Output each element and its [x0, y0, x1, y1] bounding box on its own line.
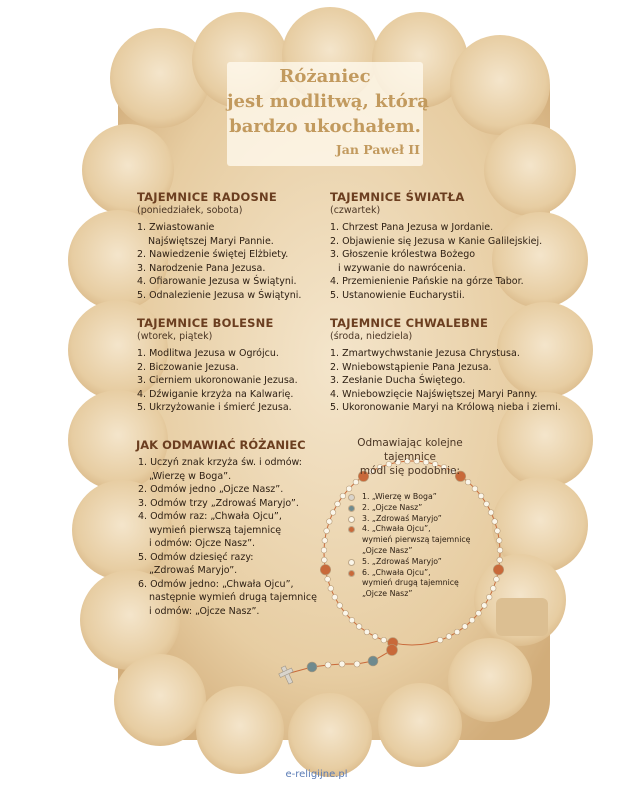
mystery-item: 4. Wniebowzięcie Najświętszej Maryi Panny.: [330, 388, 538, 400]
mystery-item: 5. Odnalezienie Jezusa w Świątyni.: [137, 289, 302, 301]
hail-mary-bead: [322, 557, 328, 563]
how-to-title: JAK ODMAWIAĆ RÓŻANIEC: [136, 438, 306, 452]
legend-row: [348, 492, 470, 503]
how-to-step: „Zdrowaś Maryjo”.: [149, 565, 238, 576]
section-title: TAJEMNICE BOLESNE: [137, 316, 274, 330]
legend-label: 2. „Ojcze Nasz”: [362, 502, 423, 512]
how-to-step: następnie wymień drugą tajemnicę: [149, 592, 317, 603]
mystery-item: i wzywanie do nawrócenia.: [338, 262, 466, 274]
legend-row: [348, 589, 470, 600]
hail-mary-bead: [335, 501, 341, 507]
mystery-item: 3. Głoszenie królestwa Bożego: [330, 249, 476, 261]
how-to-step: 6. Odmów jedno: „Chwała Ojcu”,: [138, 578, 294, 590]
legend-row: [348, 524, 470, 535]
legend-row: [348, 578, 470, 589]
rosary-heading-line-2: módl się podobnie:: [359, 465, 461, 477]
bead-icon: [348, 516, 355, 523]
how-to-step: 1. Uczyń znak krzyża św. i odmów:: [138, 457, 303, 468]
legend-label: 1. „Wierzę w Boga”: [362, 492, 437, 501]
hail-mary-bead: [496, 538, 502, 544]
mystery-item: 2. Nawiedzenie świętej Elżbiety.: [137, 249, 289, 261]
hail-mary-bead: [328, 586, 334, 592]
section-subtitle: (poniedziałek, sobota): [137, 205, 243, 216]
our-father-bead: [307, 662, 317, 672]
mystery-item: 5. Ustanowienie Eucharystii.: [330, 289, 465, 301]
rosary-legend: [348, 492, 470, 600]
quote-line-1: Różaniec: [279, 66, 371, 87]
section-bolesne: [137, 316, 298, 415]
legend-row: [348, 514, 470, 525]
center-medal-bead: [387, 645, 398, 656]
hail-mary-bead: [476, 610, 482, 616]
footer-site: e-religijne.pl: [285, 769, 348, 780]
how-to-step: i odmów: „Ojcze Nasz”.: [149, 605, 260, 617]
hail-mary-bead: [325, 576, 331, 582]
hail-mary-bead: [465, 479, 471, 485]
rosary-tab: [496, 598, 548, 636]
legend-label: wymień drugą tajemnicę: [362, 578, 459, 588]
hail-mary-bead: [484, 501, 490, 507]
hail-mary-bead: [381, 637, 387, 643]
quote-line-3: bardzo ukochałem.: [229, 116, 421, 137]
legend-row: [348, 557, 470, 568]
hail-mary-bead: [497, 547, 503, 553]
legend-label: „Ojcze Nasz”: [362, 589, 413, 599]
hail-mary-bead: [497, 557, 503, 563]
hail-mary-bead: [364, 629, 370, 635]
how-to-step: 2. Odmów jedno „Ojcze Nasz”.: [138, 484, 284, 495]
bead-icon: [348, 505, 355, 512]
bead-icon: [348, 570, 355, 577]
hail-mary-bead: [324, 528, 330, 534]
hail-mary-bead: [472, 486, 478, 492]
section-subtitle: (środa, niedziela): [330, 331, 413, 342]
legend-label: 5. „Zdrowaś Maryjo”: [362, 556, 442, 566]
mystery-item: 3. Narodzenie Pana Jezusa.: [137, 262, 266, 274]
section-radosne: [137, 190, 301, 303]
mystery-item: Najświętszej Maryi Pannie.: [148, 235, 274, 247]
quote-author: Jan Paweł II: [335, 142, 420, 157]
hail-mary-bead: [492, 519, 498, 525]
mystery-item: 1. Zmartwychwstanie Jezusa Chrystusa.: [330, 348, 520, 359]
hail-mary-bead: [478, 493, 484, 499]
legend-label: wymień pierwszą tajemnicę: [362, 535, 471, 545]
hail-mary-bead: [446, 634, 452, 640]
hail-mary-bead: [495, 528, 501, 534]
legend-row: [348, 546, 470, 557]
mystery-item: 5. Ukrzyżowanie i śmierć Jezusa.: [137, 402, 292, 414]
mystery-item: 5. Ukoronowanie Maryi na Królową nieba i ziemi.: [330, 402, 561, 414]
legend-label: „Ojcze Nasz”: [362, 545, 413, 555]
mystery-item: 4. Dźwiganie krzyża na Kalwarię.: [137, 388, 294, 400]
mystery-item: 4. Przemienienie Pańskie na górze Tabor.: [330, 276, 524, 288]
section-title: TAJEMNICE CHWALEBNE: [330, 316, 488, 330]
hail-mary-bead: [325, 662, 331, 668]
hail-mary-bead: [354, 661, 360, 667]
mystery-item: 3. Zesłanie Ducha Świętego.: [330, 375, 466, 387]
rosary-heading: [330, 436, 490, 478]
hail-mary-bead: [327, 519, 333, 525]
how-to-step: wymień pierwszą tajemnicę: [149, 524, 282, 536]
mystery-item: 1. Zwiastowanie: [137, 222, 215, 233]
hail-mary-bead: [494, 576, 500, 582]
hail-mary-bead: [462, 624, 468, 630]
how-to-step: i odmów: Ojcze Nasz”.: [149, 538, 256, 549]
hail-mary-bead: [356, 624, 362, 630]
hail-mary-bead: [322, 538, 328, 544]
hail-mary-bead: [349, 617, 355, 623]
hail-mary-bead: [332, 594, 338, 600]
hail-mary-bead: [488, 510, 494, 516]
section-subtitle: (czwartek): [330, 205, 381, 216]
hail-mary-bead: [454, 629, 460, 635]
legend-label: 3. „Zdrowaś Maryjo”: [362, 513, 442, 523]
hail-mary-bead: [337, 603, 343, 609]
hail-mary-bead: [339, 661, 345, 667]
section-subtitle: (wtorek, piątek): [137, 331, 213, 342]
legend-label: 6. „Chwała Ojcu”,: [362, 567, 431, 577]
hail-mary-bead: [482, 603, 488, 609]
section-title: TAJEMNICE RADOSNE: [137, 190, 277, 204]
hail-mary-bead: [340, 493, 346, 499]
hail-mary-bead: [346, 486, 352, 492]
our-father-bead: [368, 656, 378, 666]
how-to-step: 3. Odmów trzy „Zdrowaś Maryjo”.: [138, 497, 299, 509]
bead-icon: [348, 559, 355, 566]
our-father-bead: [320, 565, 330, 575]
section-chwalebne: [330, 316, 561, 415]
bead-icon: [348, 526, 355, 533]
mystery-item: 4. Ofiarowanie Jezusa w Świątyni.: [137, 276, 297, 288]
hail-mary-bead: [437, 637, 443, 643]
bead-icon: [348, 494, 355, 501]
mystery-item: 2. Objawienie się Jezusa w Kanie Galilejskiej.: [330, 235, 543, 247]
our-father-bead: [493, 565, 503, 575]
mystery-item: 1. Modlitwa Jezusa w Ogrójcu.: [137, 348, 279, 359]
mystery-item: 1. Chrzest Pana Jezusa w Jordanie.: [330, 222, 494, 233]
section-title: TAJEMNICE ŚWIATŁA: [330, 190, 465, 204]
legend-label: 4. „Chwała Ojcu”,: [362, 524, 431, 534]
hail-mary-bead: [469, 617, 475, 623]
section-swiatla: [330, 190, 542, 303]
how-to-steps: [138, 456, 317, 618]
hail-mary-bead: [372, 634, 378, 640]
legend-row: [348, 503, 470, 514]
legend-row: [348, 568, 470, 579]
how-to-step: „Wierzę w Boga”.: [149, 470, 232, 482]
hail-mary-bead: [353, 479, 359, 485]
quote-line-2: jest modlitwą, którą: [227, 91, 429, 112]
hail-mary-bead: [490, 586, 496, 592]
how-to-step: 5. Odmów dziesięć razy:: [138, 551, 254, 563]
how-to-step: 4. Odmów raz: „Chwała Ojcu”,: [138, 511, 282, 522]
hail-mary-bead: [486, 594, 492, 600]
hail-mary-bead: [330, 510, 336, 516]
hail-mary-bead: [343, 610, 349, 616]
rosary-heading-line-1: Odmawiając kolejne tajemnice: [357, 437, 463, 463]
legend-row: [348, 535, 470, 546]
mystery-item: 2. Wniebowstąpienie Pana Jezusa.: [330, 361, 492, 373]
mystery-item: 3. Cierniem ukoronowanie Jezusa.: [137, 375, 298, 387]
hail-mary-bead: [321, 547, 327, 553]
mystery-item: 2. Biczowanie Jezusa.: [137, 361, 239, 373]
